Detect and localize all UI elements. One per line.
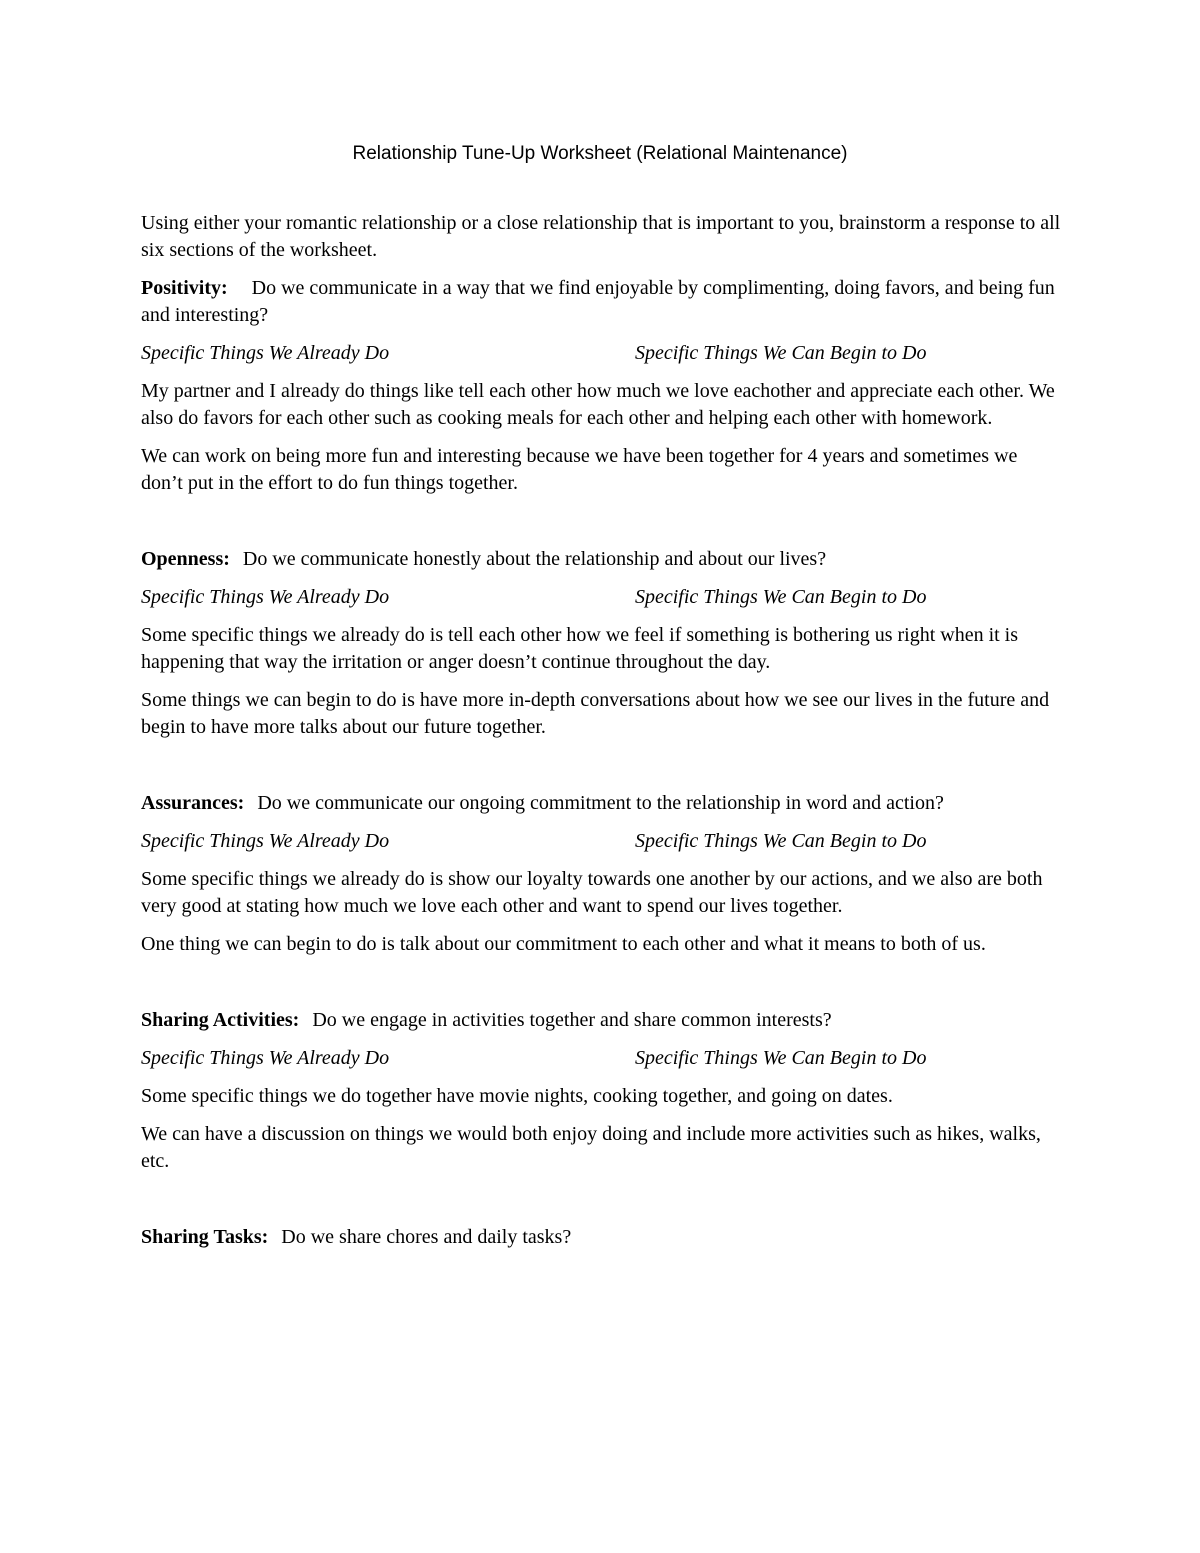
answer-already: My partner and I already do things like tell each other how much we love eachother and appreciate each other. We also do favors for each other such as cooking meals for each other and helping each other with homework. [141, 380, 1055, 429]
column-headers [141, 828, 1061, 855]
section-label: Positivity: [141, 277, 228, 299]
column-headers [141, 584, 1061, 611]
column-header-already: Specific Things We Already Do [141, 342, 390, 364]
column-header-already: Specific Things We Already Do [141, 586, 390, 608]
question-text: Do we communicate honestly about the relationship and about our lives? [242, 548, 827, 570]
column-header-begin: Specific Things We Can Begin to Do [635, 342, 927, 364]
column-headers [141, 1045, 1061, 1072]
question-text: Do we share chores and daily tasks? [281, 1226, 572, 1248]
answer-begin: We can have a discussion on things we would both enjoy doing and include more activities such as hikes, walks, etc. [141, 1123, 1041, 1172]
column-headers [141, 340, 1061, 367]
section-question [141, 790, 1061, 817]
section-label: Openness: [141, 548, 230, 570]
section-sharing-tasks [141, 1224, 1061, 1251]
section-sharing-activities [141, 1007, 1061, 1175]
answer-already: Some specific things we already do is show our loyalty towards one another by our actions, and we also are both very good at stating how much we love each other and want to spend our lives together. [141, 868, 1043, 917]
document-title: Relationship Tune-Up Worksheet (Relational Maintenance) [352, 143, 848, 164]
column-header-begin: Specific Things We Can Begin to Do [635, 1047, 927, 1069]
column-header-begin: Specific Things We Can Begin to Do [635, 586, 927, 608]
answer-begin: One thing we can begin to do is talk about our commitment to each other and what it means to both of us. [141, 933, 986, 955]
answer-begin: We can work on being more fun and interesting because we have been together for 4 years and sometimes we don’t put in the effort to do fun things together. [141, 445, 1018, 494]
section-question [141, 546, 1061, 573]
section-label: Sharing Tasks: [141, 1226, 269, 1248]
column-header-already: Specific Things We Already Do [141, 830, 390, 852]
column-header-begin: Specific Things We Can Begin to Do [635, 830, 927, 852]
section-question [141, 1224, 1061, 1251]
section-question [141, 1007, 1061, 1034]
question-text: Do we communicate our ongoing commitment to the relationship in word and action? [257, 792, 944, 814]
section-label: Sharing Activities: [141, 1009, 300, 1031]
question-text: Do we communicate in a way that we find enjoyable by complimenting, doing favors, and being fun and interesting? [141, 277, 1055, 326]
intro-paragraph: Using either your romantic relationship or a close relationship that is important to you, brainstorm a response to all six sections of the worksheet. [141, 212, 1061, 261]
section-positivity [141, 275, 1061, 497]
section-label: Assurances: [141, 792, 245, 814]
column-header-already: Specific Things We Already Do [141, 1047, 390, 1069]
worksheet-body [141, 210, 1061, 1262]
answer-begin: Some things we can begin to do is have more in-depth conversations about how we see our lives in the future and begin to have more talks about our future together. [141, 689, 1050, 738]
question-text: Do we engage in activities together and share common interests? [312, 1009, 832, 1031]
answer-already: Some specific things we do together have movie nights, cooking together, and going on dates. [141, 1085, 893, 1107]
section-assurances [141, 790, 1061, 958]
section-openness [141, 546, 1061, 741]
section-question [141, 275, 1061, 329]
answer-already: Some specific things we already do is tell each other how we feel if something is bothering us right when it is happening that way the irritation or anger doesn’t continue throughout the day. [141, 624, 1019, 673]
